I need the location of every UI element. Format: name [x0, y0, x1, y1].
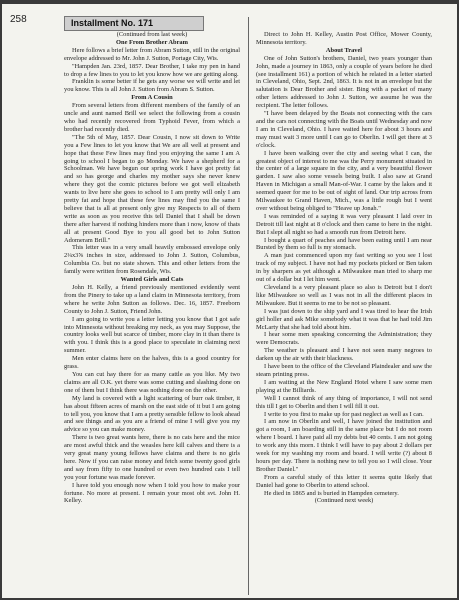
continuation-note: (Continued next week)	[314, 497, 374, 505]
left-column	[64, 31, 240, 505]
paragraph: From several letters from different members of the family of an uncle and aunt named Brill we select the following from a cousin who had recently recovered from Typhoid Fever, from which a brother had recently died.	[64, 102, 240, 133]
paragraph: He died in 1865 and is buried in Hampden cemetery.	[264, 489, 399, 497]
paragraph: This letter was in a very small heavily embossed envelope only 2¼x3⅝ inches in size, addressed to John J. Sutton, Columbus, Columbia Co. but no state shown. This and other letters from the family were written from Rosendale, Wis.	[64, 244, 240, 276]
subheading: Wanted Girls and Cats	[120, 276, 184, 284]
paragraph: I was just down to the ship yard and I was tired to hear the Irish girl holler and ask Mike somebody what it was that he had told Jim McLarty that she had told about him.	[256, 307, 432, 331]
page-number: 258	[10, 14, 27, 25]
paragraph: The weather is pleasant and I have not seen many negroes to darken up the air with their blackness.	[256, 347, 432, 363]
paragraph: Well I cannot think of any thing of importance, I will not send this till I get to Oberlin and then I will fill it out.	[256, 394, 432, 410]
paragraph: "I have been delayed by the Boats not connecting with the cars and the cars not connecting with the Boats until Wednesday and now I am in Cleveland, Ohio. I have waited here for about 3 hours and may must wait 3 more until I can go to Oberlin. I will get there at 3 o'clock.	[256, 110, 432, 149]
paragraph: I write to you first to make up for past neglect as well as I can.	[264, 410, 424, 418]
newspaper-clipping	[2, 4, 457, 598]
right-column	[256, 31, 432, 505]
paragraph: Cleveland is a very pleasant place so also is Detroit but I don't like Milwaukee so well as I was not in all the different places in Milwaukee. But it seems to me to be not so pleasant.	[256, 284, 432, 307]
paragraph: I hear some men speaking concerning the Administration; they were Democrats.	[256, 331, 432, 347]
paragraph: One of John Sutton's brothers, Daniel, two years younger than John, made a journey in 1863, only a couple of years before he died (see installment 161) a portion of which he related in a letter started in Cleveland, Ohio, Sept. 2nd, 1863. It is not in an envelope but the salutation is Dear Brother and sister. Bing with a packet of many other letters addressed to John J. Sutton, we assume he was the recipient. The letter follows.	[256, 54, 432, 110]
paragraph: I am now in Oberlin and well, I have joined the institution and got a room, I am boarding still in the same place but I do not room where I board. I have paid all my debts but 40 cents. I am not going to work any this morn. I think I will have to pay about 2 dollars per week for my washing my room and board. I will write (?) about 8 hours per day. There is nothing new to tell you so I will close. Your Brother Daniel."	[256, 418, 432, 473]
paragraph: "The 5th of May, 1857. Dear Cousin, I now sit down to Write you a Few lines to let you know that We are all well at present and hope that these Few lines may find you enjoying the same I am A going to school I began to go Monday. We have a shepherd for a Schoolman. We have begun our spring work I have got pretty fat and so has george and charles my mother says she never knew where they got the comic pictures before we got well elizabeth wants to live here she goes to school to I am pretty will only I am pretty fat and hope that these few lines may find you the same I believe that is all at present only give my Respects to all of them write as soon as you receive this tell Daniel that I shall be down there after harvest if nothing hinders more than i now, know of thats all at present Good Bye to you all good bei to John Sutton Adomeram Brill."	[64, 133, 240, 244]
subheading: One From Brother Abram	[116, 38, 188, 46]
paragraph: I have been walking over the city and seeing what I can, the greatest object of interest to me was the Perry monument situated in the center of a large square in the city, and a very beautiful flower garden. I saw also some vessels being built. I also saw at Grand Haven in Michigan a small Man-of-War. I came by the lakes and it seemed queer for me to be out of sight of land. Our trip across from Milwaukee to Grand Haven, Mich., was a little rough but I went over without being obliged to "Heave up Jonah."	[256, 149, 432, 212]
paragraph: Direct to John H. Kelley, Austin Post Office, Mower County, Minnesota territory.	[256, 31, 432, 46]
paragraph: Here follows a brief letter from Abram Sutton, still in the original envelope addressed to Mr. John J. Sutton, Portage City, Wis.	[64, 46, 240, 62]
column-divider	[248, 17, 249, 595]
paragraph: "Hampden Jan. 23rd, 1857. Dear Brother, I take my pen in hand to drop a few lines to you to let you know how we are getting along.	[64, 62, 240, 78]
paragraph: From a careful study of this letter it seems quite likely that Daniel had gone to Oberlin to attend school.	[256, 473, 432, 489]
paragraph: John H. Kelly, a friend previously mentioned evidently went from the Pinery to take up a land claim in Minnesota territory, from where he write John Sutton as follows. Dec. 16, 1857. Freeborn County to John J. Sutton, Friend John.	[64, 284, 240, 315]
paragraph: I am waiting at the New England Hotel where I saw some men playing at the Billiards.	[256, 378, 432, 394]
paragraph: I was reminded of a saying it was very pleasant I laid over in Detroit till last night at 8 o'clock and then came to here in the night. But I slept all night so had a smooth run from Detroit here.	[256, 212, 432, 236]
paragraph: I have told you enough now when I told you how to make your fortune. No more at present. I remain your most obt svt. John H. Kelley.	[64, 481, 240, 505]
paragraph: There is two great wants here, there is no cats here and the mice are most awful thick and the weasles here kill calves and there is a very great many young fellows have claims and there is no girls here. Now if you can raise money and fetch some twenty good girls and say from fifty to one hundred or even two hundred cats I tell you your fortune was made forever.	[64, 434, 240, 481]
paragraph: Men enter claims here on the halves, this is a good country for grass.	[64, 355, 240, 371]
paragraph: Franklin is some better if he gets any worse we will write and let you know. This is all John J. Sutton from Abram S. Sutton.	[64, 78, 240, 94]
paragraph: A man just commenced upon my fast writing so you see I lost track of my subject. I have not had my pockets picked or Ben taken in by sharpers as yet although a Milwaukee man tried to sharp me out of a dollar but I let him went.	[256, 252, 432, 284]
paragraph: You can cut hay there for as many cattle as you like. My two claims are all O.K. yet there was some cutting and slashing done on one of them but I think there was nothing done on the other.	[64, 370, 240, 394]
continuation-note: (Continued from last week)	[116, 31, 188, 38]
paragraph: I bought a quart of peaches and have been eating until I am near Bursted by them so full is my stomach.	[256, 236, 432, 252]
paragraph: My land is covered with a light scattering of burr oak timber, it has about fifteen acres of marsh on the east side of it but I am going to tell you, you know that I am a pretty sensible fellow to look ahead and see things and as you are a friend of mine I will give you my advice so you can make money.	[64, 394, 240, 434]
subheading: From A Cousin	[131, 94, 173, 102]
paragraph: I am going to write you a letter letting you know that I got safe into Minnesota without breaking my neck, as you may Suppose, the country looks well but scarce of timber, more clay in it than there is with you. I think this is a good place to speculate in claiming next summer.	[64, 315, 240, 355]
paragraph: I have been to the office of the Cleveland Plaindealer and saw the steam printing press.	[256, 363, 432, 378]
subheading: About Travel	[325, 46, 363, 54]
installment-header: Installment No. 171	[64, 16, 204, 31]
